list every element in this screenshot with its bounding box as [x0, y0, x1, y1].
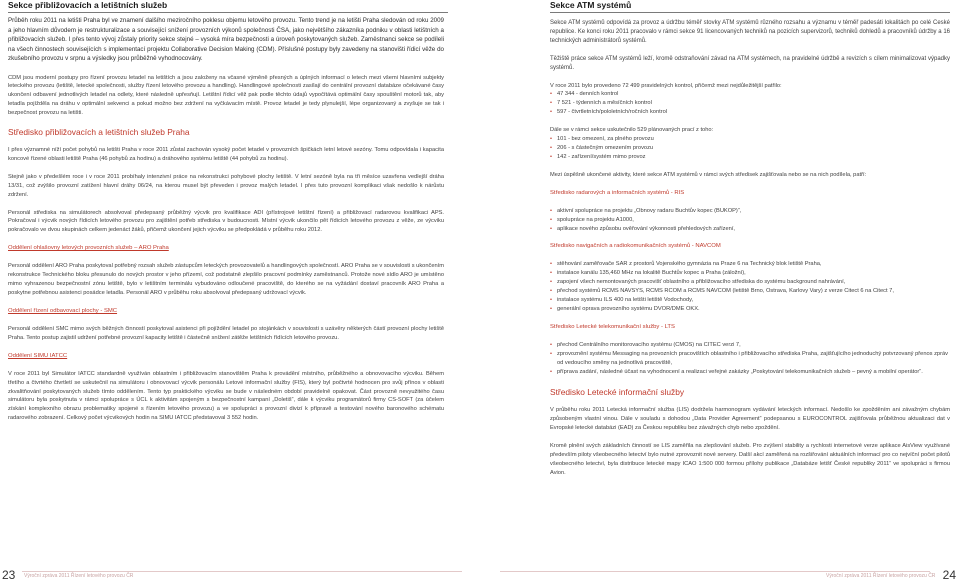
checks-intro: V roce 2011 bylo provedeno 72 499 pravidelných kontrol, přičemž mezi nejdůležitější patřilo: — [550, 82, 782, 89]
list-item — [550, 144, 950, 153]
bullet-icon: • — [550, 207, 552, 214]
bullet-icon: • — [550, 350, 552, 357]
bullet-icon: • — [550, 225, 552, 232]
list-item-text: zprovoznění systému Messaging na provozních pracovištích oblastního i přibližovacího střediska Praha, zajišťujícího jednoduchý potvrzovaný přenos zpráv od vedoucího směny na jednotlivá pracoviště, — [557, 350, 948, 366]
navcom-heading: Středisko navigačních a radiokomunikačních systémů - NAVCOM — [550, 243, 721, 250]
tasks-list — [550, 135, 950, 162]
bullet-icon: • — [550, 216, 552, 223]
footer-rule — [500, 571, 930, 572]
simu-paragraph: V roce 2011 byl Simulátor IATCC standardně využíván oblastním i přibližovacím stanovištěm Praha k provádění místního, průběžného a obnovovacího výcviku. Během třetího a čtvrtého čtvrtletí se uskutečnil na simulátoru i obnovovací výcvik personálu Letové informační služby (FIS), který byl počtvrté hodnocen pro svůj přínos v oblasti zkvalitňování poskytovaných služeb tímto oddělením. Tento typ praktického výcviku se bude v následném období pravidelně opakovat. Část provozně nevyužitého času simulátoru byla poskytnuta v rámci spolupráce s ÚCL k aktivitám spojeným s bezpečnostní kampaní „Doletiš“, dále k výcviku programátorů firmy CS-SOFT (za účelem získání komplexního obrazu problematiky spojené s řízením letového provozu) a ve spolupráci s provozní divizí k přípravě a testování nového baronového schématu radarového zobrazení. Celkový počet výcvikových hodin na SIMU IATCC představoval 3 552 hodin. — [8, 370, 444, 422]
ris-heading: Středisko radarových a informačních systémů - RIS — [550, 189, 685, 196]
center-paragraph-3: Personál střediska na simulátorech absolvoval předepsaný průběžný výcvik pro kvalifikace ADI (přístrojové letištní řízení) a přibližovací radarovou kvalifikaci APS. Pokračoval i výcvik nových řídicích letového provozu pro zajištění potřeb střediska v budoucnosti. Místní výcvik ukončilo pět řídicích letového provozu z věže, ze výcviku pokračovalo ve dvou skupinách celkem jedenáct žáků, přičemž ukončení jejich výcviku se předpokládá v průběhu roku 2012. — [8, 209, 444, 234]
list-item-text: zapojení všech nemontovaných pracovišť oblastního a přibližovacího střediska do systému background nahrávání, — [557, 279, 846, 286]
footer-text: Výroční zpráva 2011 Řízení letového provozu ČR — [826, 573, 936, 579]
ais-paragraph-2: Kromě plnění svých základních činností se LIS zaměřila na zlepšování služeb. Pro zvýšení stability a rychlosti internetové verze aplikace AisView využívané především piloty všeobecného letectví bylo nutné zprovoznit nové servery. Další akcí zaměřená na rozšiřování aktuálních informací pro co nejvíční počet pilotů všeobecného letectví, byla distribuce letecké mapy ICAO 1:500 000 formou přílohy publikace „Databáze letišť České republiky 2011“ ve spolupráci s firmou Avion. — [550, 443, 950, 476]
list-item — [550, 368, 950, 377]
list-item — [550, 135, 950, 144]
list-item — [550, 278, 950, 287]
navcom-list — [550, 260, 950, 313]
bullet-icon: • — [550, 305, 552, 312]
bullet-icon: • — [550, 91, 552, 98]
smc-heading: Oddělení řízení odbavovací plochy - SMC — [8, 307, 118, 314]
list-item-text: 142 - zařízení/systém mimo provoz — [557, 153, 646, 160]
lts-heading: Středisko Letecké telekomunikační služby - LTS — [550, 323, 675, 330]
list-item-text: aplikace nového způsobu ověřování výkonnosti přehledových zařízení, — [557, 225, 736, 232]
bullet-icon: • — [550, 368, 552, 375]
ais-heading: Středisko Letecké informační služby — [550, 387, 685, 398]
list-item-text: 101 - bez omezení, za plného provozu — [557, 136, 654, 143]
center-heading: Středisko přibližovacích a letištních služeb Praha — [8, 127, 190, 138]
list-item-text: 7 521 - týdenních a měsíčních kontrol — [557, 100, 652, 107]
center-paragraph-2: Stejně jako v předešlém roce i v roce 2011 probíhaly intenzivní práce na rekonstrukci pohybové plochy letiště. V letní sezóně byla na tři měsíce uzavřena vedlejší dráha 13/31, což zvýšilo provozní zatížení hlavní dráhy 06/24, na kterou musel být převeden i provoz malých letadel. I přes tuto provozní komplikaci však nedošlo k nárůstu zdržení. — [8, 173, 444, 198]
center-paragraph-1: I přes významné níží počet pohybů na letišti Praha v roce 2011 zůstal zachován vysoký počet letadel v provozních špičkách letní letové sezóny. Tomu odpovídala i kapacita koncové řízené oblasti letiště Praha (46 pohybů za hodinu) a dráhového systému letiště (44 pohybů za hodinu). — [8, 147, 444, 162]
list-item — [550, 108, 950, 117]
page-number: 23 — [2, 568, 16, 582]
bullet-icon: • — [550, 100, 552, 107]
list-item — [550, 296, 950, 305]
list-item-text: 597 - čtvrtletních/pololetních/ročních kontrol — [557, 109, 668, 116]
list-item-text: instalace kanálu 135,460 MHz na lokalitě Buchtův kopec a Praha (záložní), — [557, 270, 746, 277]
aro-paragraph: Personál oddělení ARO Praha poskytoval potřebný rozsah služeb zástupcům leteckých provozovatelů a handlingových společností. ARO Praha se v souvislosti s ukončením rekonstrukce Technického bloku přesunulo do nových prostor v jeho přízemí, což podstatně zlepšilo pracovní podmínky zaměstnanců. Protože nové sídlo ARO je umístěno mimo vyhrazenou bezpečnostní zónu letiště, bylo v letištním terminálu vybudováno odloučené pracoviště, do kterého se na vyžádání dostaví pracovník ARO Praha a poskytne potřebnou asistenci posádce letadla. Personál ARO v průběhu roku absolvoval předepsaný udržovací výcvik. — [8, 263, 444, 296]
list-item-text: aktivní spolupráce na projektu „Obnovy radaru Buchtův kopec (BUKOP)“, — [557, 207, 742, 214]
header-rule — [8, 12, 448, 13]
list-item — [550, 207, 950, 216]
ris-list — [550, 207, 950, 234]
list-item — [550, 287, 950, 296]
footer-text: Výroční zpráva 2011 Řízení letového provozu ČR — [24, 573, 134, 579]
bullet-icon: • — [550, 279, 552, 286]
tasks-intro: Dále se v rámci sekce uskutečnilo 529 plánovaných prací z toho: — [550, 127, 714, 134]
atm-lead-1: Sekce ATM systémů odpovídá za provoz a údržbu téměř stovky ATM systémů různého rozsahu a významu v téměř padesáti lokalitách po celé České republice. Ke konci roku 2011 pracovalo v rámci sekce 91 licencovaných techniků na pozicích supervizorů, techniků dohledů a pracovníků údržby a 16 technických administrátorů systémů. — [550, 20, 950, 44]
bullet-icon: • — [550, 288, 552, 295]
list-item — [550, 216, 950, 225]
list-item-text: 47 344 - denních kontrol — [557, 91, 619, 98]
list-item — [550, 269, 950, 278]
aro-heading: Oddělení ohlašovny letových provozních služeb – ARO Praha — [8, 245, 169, 252]
list-item — [550, 350, 950, 368]
bullet-icon: • — [550, 341, 552, 348]
list-item — [550, 305, 950, 314]
list-item — [550, 153, 950, 162]
list-item — [550, 90, 950, 99]
list-item-text: generální oprava provozního systému DVOR/DME OKX. — [557, 305, 700, 312]
list-item — [550, 225, 950, 234]
right-page — [480, 0, 960, 585]
section-header: Sekce ATM systémů — [550, 0, 632, 10]
atm-lead-2: Těžiště práce sekce ATM systémů leží, kromě odstraňování závad na ATM systémech, na pravidelné údržbě a revizích s cílem minimalizovat výpadky systémů. — [550, 55, 950, 71]
simu-heading: Oddělení SIMU IATCC — [8, 352, 68, 359]
bullet-icon: • — [550, 153, 552, 160]
activities-intro: Mezi úspěšně ukončené aktivity, které sekce ATM systémů v rámci svých středisek zajišťovala nebo se na nich podílela, patří: — [550, 171, 867, 178]
ais-paragraph-1: V průběhu roku 2011 Letecká informační služba (LIS) dodržela harmonogram vydávání leteckých informací. Nedošlo ke zpožděním ani závažným chybám způsobeným vlastní vinou. Dále v souladu s dohodou „Data Provider Agreement“ podepsanou s EUROCONTROL zajišťovala průběžnou aktualizaci dat v Evropské letecké databázi (EAD) za Českou republiku bez závažných chyb nebo zpoždění. — [550, 407, 950, 432]
smc-paragraph: Personál oddělení SMC mimo svých běžných činností poskytoval asistenci při pojíždění letadel po stojánkách v souvislosti s uzávěry některých částí provozní plochy letiště Praha. Tento postup zajistil udržení potřebné provozní kapacity letiště i částečně snížení zátěže letištních řídících letového provozu. — [8, 325, 444, 341]
list-item-text: přechod Centrálního monitorovacího systému (CMOS) na CITEC verzi 7, — [557, 341, 741, 348]
right-content — [550, 19, 950, 556]
list-item — [550, 260, 950, 269]
bullet-icon: • — [550, 136, 552, 143]
list-item-text: spolupráce na projektu A1000, — [557, 216, 634, 223]
bullet-icon: • — [550, 270, 552, 277]
section-header: Sekce přibližovacích a letištních služeb — [8, 0, 168, 10]
page-number: 24 — [942, 568, 956, 582]
list-item-text: příprava zadání, následné účast na vyhodnocení a realizaci veřejné zakázky „Poskytování telekomunikačních služeb – pevný a mobilní operátor“. — [557, 368, 923, 375]
header-rule — [550, 12, 950, 13]
bullet-icon: • — [550, 297, 552, 304]
cdm-paragraph: CDM jsou moderní postupy pro řízení provozu letadel na letištích a jsou založeny na včasné výměně přesných a úplných informací o letech mezi všemi hlavními subjekty leteckého provozu (letiště, letecké společnosti, služby řízení letového provozu a handling). Handlingové společnosti zasílají do centrální provozní databáze očekávané časy ukončení odbavení jednotlivých letadel na odlety, které následně upřesňují. Letištní řídicí věž pak podle těchto údajů vypočítává optimální časy spouštění motorů tak, aby letadla pojížděla na dráhu v optimální sekvenci a pokud možno bez zdržení na vyčkávacím místě. Provoz letadel je tedy plynulejší, lépe organizovaný a zvyšuje se tak i bezpečnost provozu na letišti. — [8, 74, 444, 117]
footer-rule — [22, 571, 462, 572]
list-item — [550, 99, 950, 108]
list-item-text: přechod systémů RCMS NAVSYS, RCMS RCOM a RCMS NAVCOM (letiště Brno, Ostrava, Karlovy Vary) z verze Citect 6 na Citect 7, — [557, 288, 894, 295]
checks-list — [550, 90, 950, 117]
bullet-icon: • — [550, 109, 552, 116]
list-item — [550, 341, 950, 350]
lts-list — [550, 341, 950, 377]
list-item-text: stěhování zaměřovače SAR z prostorů Vojenského gymnázia na Praze 6 na Technický blok letiště Praha, — [557, 261, 822, 268]
lead-paragraph: Průběh roku 2011 na letišti Praha byl ve znamení dalšího meziročního poklesu objemu letového provozu. Tento trend je na letišti Praha sledován od roku 2009 a jeho hlavním důvodem je restrukturalizace a související snížení provozních výkonů společnosti ČSA, jako největšího zákazníka podniku v oblasti letištních a přibližovacích služeb. I přes tento vývoj zůstaly priority sekce stejné – vysoká míra bezpečnosti a úroveň poskytovaných služeb. Zaměstnanci sekce se podíleli na všech činnostech souvisejících s implementací projektu Collaborative Decision Making (CDM). Příslušné postupy byly zavedeny na stanovišti řídicí věže do zkušebního provozu v srpnu a výsledky jsou průběžně vyhodnocovány. — [8, 17, 444, 62]
bullet-icon: • — [550, 144, 552, 151]
list-item-text: instalace systému ILS 400 na letišti letiště Vodochody, — [557, 297, 694, 304]
list-item-text: 206 - s částečným omezením provozu — [557, 144, 654, 151]
left-content — [8, 16, 444, 556]
bullet-icon: • — [550, 261, 552, 268]
